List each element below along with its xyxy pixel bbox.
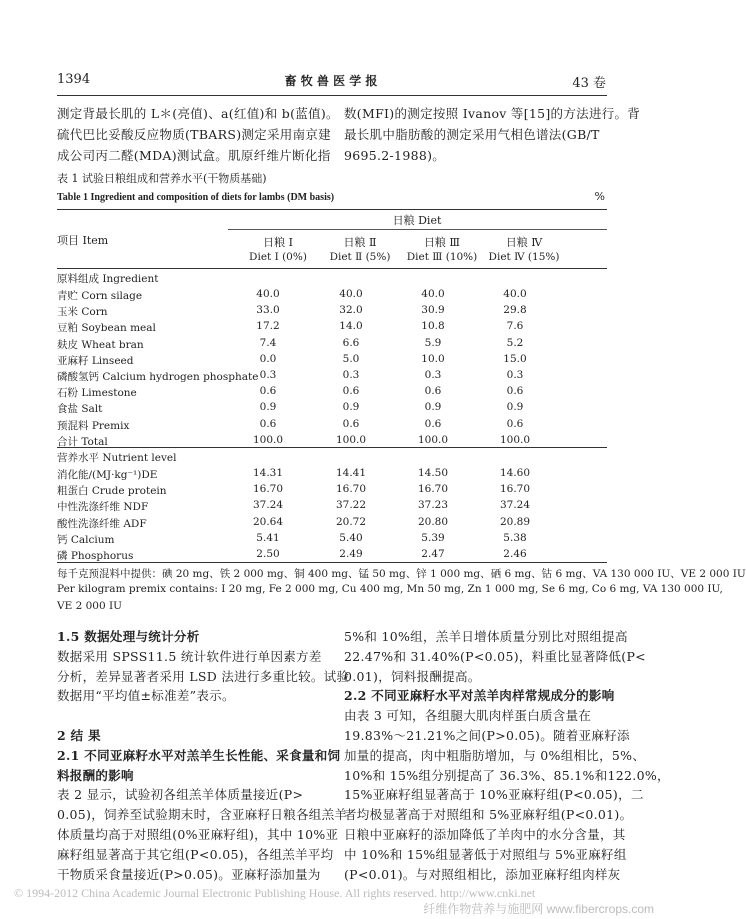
- cell-value: 17.2: [256, 320, 280, 333]
- table-row: [57, 467, 607, 483]
- row-label: 石粉 Limestone: [57, 387, 137, 400]
- diet-header: 日粮 Diet: [392, 214, 442, 227]
- body-line: 中 10%和 15%组显著低于对照组与 5%亚麻籽组: [344, 846, 627, 862]
- table-row: [57, 369, 607, 385]
- section-rule: [57, 447, 607, 448]
- table-footnote: Per kilogram premix contains: I 20 mg, Fe 2 000 mg, Cu 400 mg, Mn 50 mg, Zn 1 000 mg, Se 6 mg, Co 6 mg, VA 130 000 IU,: [57, 583, 723, 595]
- cell-value: 100.0: [335, 433, 367, 446]
- row-label: 钙 Calcium: [57, 533, 115, 546]
- cell-value: 5.9: [424, 336, 442, 349]
- body-line: 干物质采食量接近(P>0.05)。亚麻籽添加量为: [57, 866, 321, 882]
- page-number: 1394: [57, 72, 91, 87]
- cell-value: 16.70: [499, 483, 531, 496]
- header-bottom-rule: [57, 268, 607, 269]
- cell-value: 0.6: [506, 385, 524, 398]
- column-header-cn: 日粮 Ⅰ: [263, 236, 293, 249]
- body-line: 2.2 不同亚麻籽水平对羔羊肉样常规成分的影响: [344, 688, 615, 704]
- cell-value: 40.0: [256, 288, 280, 300]
- table-row: [57, 320, 607, 336]
- row-label: 合计 Total: [57, 435, 108, 448]
- table-row: [57, 532, 607, 548]
- cell-value: 5.41: [256, 531, 280, 544]
- cell-value: 0.6: [342, 385, 360, 398]
- group-header-label: 原料组成 Ingredient: [57, 273, 159, 285]
- cell-value: 2.49: [339, 548, 363, 560]
- cell-value: 37.22: [335, 499, 367, 512]
- cell-value: 0.9: [424, 401, 442, 414]
- row-label: 麸皮 Wheat bran: [57, 338, 144, 351]
- header-rule: [57, 95, 607, 96]
- cell-value: 6.6: [342, 336, 360, 349]
- cell-value: 40.0: [503, 288, 527, 300]
- cell-value: 37.24: [252, 499, 284, 512]
- row-label: 预混料 Premix: [57, 419, 130, 432]
- table-row: [57, 337, 607, 353]
- body-line: 日粮中亚麻籽的添加降低了羊肉中的水分含量，其: [344, 827, 626, 842]
- body-line: 0.05)，饲养至试验期末时，含亚麻籽日粮各组羔羊: [57, 807, 348, 823]
- intro-line: 成公司丙二醛(MDA)测试盒。肌原纤维片断化指: [57, 148, 331, 163]
- table-row: [57, 499, 607, 515]
- cell-value: 100.0: [252, 433, 284, 446]
- column-header-en: Diet Ⅳ (15%): [488, 251, 560, 263]
- cell-value: 20.64: [252, 515, 284, 528]
- cell-value: 0.6: [506, 417, 524, 430]
- cell-value: 33.0: [256, 304, 280, 317]
- body-line: 分析，差异显著者采用 LSD 法进行多重比较。试验: [57, 668, 350, 684]
- column-header-cn: 日粮 Ⅱ: [343, 236, 377, 249]
- group-header-label: 营养水平 Nutrient level: [57, 452, 177, 464]
- table-row: [57, 353, 607, 369]
- row-label: 亚麻籽 Linseed: [57, 354, 134, 367]
- table-row: [57, 288, 607, 304]
- cell-value: 5.38: [503, 531, 527, 544]
- body-line: 表 2 显示，试验初各组羔羊体质量接近(P>: [57, 787, 304, 803]
- cell-value: 40.0: [421, 288, 445, 300]
- table-caption-cn: 表 1 试验日粮组成和营养水平(干物质基础): [57, 172, 267, 185]
- cell-value: 2.46: [503, 548, 527, 560]
- cell-value: 20.89: [499, 515, 531, 528]
- table-bottom-rule: [57, 562, 607, 563]
- body-line: 0.01)，饲料报酬提高。: [344, 668, 481, 684]
- group-header: [57, 450, 607, 466]
- cell-value: 0.0: [259, 352, 277, 365]
- cell-value: 0.3: [424, 369, 442, 381]
- table-top-rule: [57, 209, 607, 210]
- cell-value: 5.39: [421, 531, 445, 544]
- row-label: 食盐 Salt: [57, 403, 103, 416]
- cell-value: 0.3: [506, 369, 524, 381]
- cell-value: 14.60: [499, 467, 531, 479]
- body-line: 体质量均高于对照组(0%亚麻籽组)，其中 10%亚: [57, 827, 339, 842]
- cell-value: 5.2: [506, 336, 524, 349]
- cell-value: 0.6: [259, 417, 277, 430]
- cell-value: 37.23: [417, 499, 449, 512]
- cell-value: 10.8: [421, 320, 445, 333]
- table-row: [57, 516, 607, 532]
- body-line: 加量的提高，肉中粗脂肪增加，与 0%组相比，5%、: [344, 747, 646, 763]
- cell-value: 0.3: [342, 369, 360, 381]
- table-caption-en: Table 1 Ingredient and composition of diets for lambs (DM basis): [57, 192, 335, 203]
- intro-line: 数(MFI)的测定按照 Ivanov 等[15]的方法进行。背: [344, 106, 641, 121]
- body-line: 麻籽组显著高于其它组(P<0.05)，各组羔羊平均: [57, 846, 334, 862]
- cell-value: 32.0: [339, 304, 363, 317]
- cell-value: 20.80: [417, 515, 449, 528]
- row-label: 磷酸氢钙 Calcium hydrogen phosphate: [57, 371, 259, 383]
- body-line: 数据采用 SPSS11.5 统计软件进行单因素方差: [57, 648, 322, 664]
- group-header: [57, 271, 607, 287]
- cell-value: 20.72: [335, 515, 367, 528]
- cell-value: 15.0: [503, 352, 527, 365]
- table-row: [57, 483, 607, 499]
- column-header-en: Diet Ⅰ (0%): [249, 251, 307, 263]
- table-row: [57, 418, 607, 434]
- body-line: 1.5 数据处理与统计分析: [57, 629, 200, 644]
- row-label: 磷 Phosphorus: [57, 550, 134, 562]
- body-line: 10%和 15%组分别提高了 36.3%、85.1%和122.0%，: [344, 767, 670, 783]
- cell-value: 14.50: [417, 467, 449, 479]
- cell-value: 2.47: [421, 548, 445, 560]
- cell-value: 0.6: [424, 385, 442, 398]
- body-line: 数据用“平均值±标准差”表示。: [57, 688, 235, 704]
- body-line: 由表 3 可知，各组腿大肌肉样蛋白质含量在: [344, 708, 592, 724]
- body-line: 22.47%和 31.40%(P<0.05)，料重比显著降低(P<: [344, 648, 646, 664]
- cell-value: 14.0: [339, 320, 363, 333]
- cell-value: 0.6: [259, 385, 277, 398]
- row-label: 酸性洗涤纤维 ADF: [57, 517, 147, 530]
- row-label: 豆粕 Soybean meal: [57, 322, 156, 335]
- body-line: (P<0.01)。与对照组相比，添加亚麻籽组肉样灰: [344, 866, 621, 882]
- volume: 43 卷: [572, 76, 606, 91]
- cell-value: 100.0: [499, 433, 531, 446]
- cell-value: 0.9: [342, 401, 360, 414]
- row-label: 消化能/(MJ·kg⁻¹)DE: [57, 469, 158, 481]
- cell-value: 0.6: [424, 417, 442, 430]
- cell-value: 0.9: [259, 401, 277, 414]
- column-header-cn: 日粮 Ⅲ: [423, 236, 461, 249]
- table-footnote: VE 2 000 IU: [57, 600, 122, 612]
- cell-value: 7.4: [259, 336, 277, 349]
- table-row: [57, 385, 607, 401]
- cell-value: 2.50: [256, 548, 280, 560]
- cell-value: 14.31: [252, 467, 284, 479]
- column-header-cn: 日粮 Ⅳ: [505, 236, 543, 249]
- body-line: 5%和 10%组，羔羊日增体质量分别比对照组提高: [344, 629, 628, 644]
- table-row: [57, 304, 607, 320]
- cell-value: 16.70: [335, 483, 367, 496]
- body-line: 者均极显著高于对照组和 5%亚麻籽组(P<0.01)。: [344, 807, 633, 823]
- body-line: 料报酬的影响: [57, 767, 134, 783]
- cell-value: 37.24: [499, 499, 531, 512]
- row-label: 粗蛋白 Crude protein: [57, 485, 167, 498]
- cell-value: 0.3: [259, 369, 277, 381]
- table-footnote: 每千克预混料中提供：碘 20 mg、铁 2 000 mg、铜 400 mg、锰 50 mg、锌 1 000 mg、硒 6 mg、钴 6 mg、VA 130 000 IU、VE 2 000 IU: [57, 568, 746, 580]
- intro-line: 9695.2-1988)。: [344, 148, 446, 163]
- diet-subrule: [228, 229, 607, 230]
- table-row: [57, 401, 607, 417]
- row-label: 青贮 Corn silage: [57, 290, 143, 302]
- body-line: 2 结 果: [57, 728, 101, 743]
- body-line: 19.83%～21.21%之间(P>0.05)。随着亚麻籽添: [344, 728, 630, 743]
- cell-value: 0.6: [342, 417, 360, 430]
- cell-value: 30.9: [421, 304, 445, 317]
- row-label: 玉米 Corn: [57, 306, 108, 319]
- cell-value: 16.70: [417, 483, 449, 496]
- cell-value: 100.0: [417, 433, 449, 446]
- row-label: 中性洗涤纤维 NDF: [57, 501, 149, 514]
- copyright: © 1994-2012 China Academic Journal Electronic Publishing House. All rights reserved. http://www.cnki.net: [14, 886, 536, 900]
- cell-value: 16.70: [252, 483, 284, 496]
- cell-value: 0.9: [506, 401, 524, 414]
- watermark: 纤维作物营养与施肥网 www.fibercrops.com: [423, 902, 654, 916]
- cell-value: 5.0: [342, 352, 360, 365]
- intro-line: 最长肌中脂肪酸的测定采用气相色谱法(GB/T: [344, 127, 600, 142]
- intro-line: 硫代巴比妥酸反应物质(TBARS)测定采用南京建: [57, 127, 331, 142]
- body-line: 2.1 不同亚麻籽水平对羔羊生长性能、采食量和饲: [57, 747, 341, 763]
- intro-line: 测定背最长肌的 L＊(亮值)、a(红值)和 b(蓝值)。: [57, 106, 339, 121]
- cell-value: 40.0: [339, 288, 363, 300]
- cell-value: 14.41: [335, 467, 367, 479]
- item-header: 项目 Item: [57, 234, 109, 247]
- column-header-en: Diet Ⅱ (5%): [329, 251, 391, 263]
- cell-value: 29.8: [503, 304, 527, 317]
- cell-value: 5.40: [339, 531, 363, 544]
- journal-title: 畜 牧 兽 医 学 报: [284, 74, 378, 88]
- table-unit: %: [594, 190, 605, 203]
- cell-value: 10.0: [421, 352, 445, 365]
- cell-value: 7.6: [506, 320, 524, 333]
- body-line: 15%亚麻籽组显著高于 10%亚麻籽组(P<0.05)，二: [344, 787, 644, 803]
- column-header-en: Diet Ⅲ (10%): [406, 251, 478, 263]
